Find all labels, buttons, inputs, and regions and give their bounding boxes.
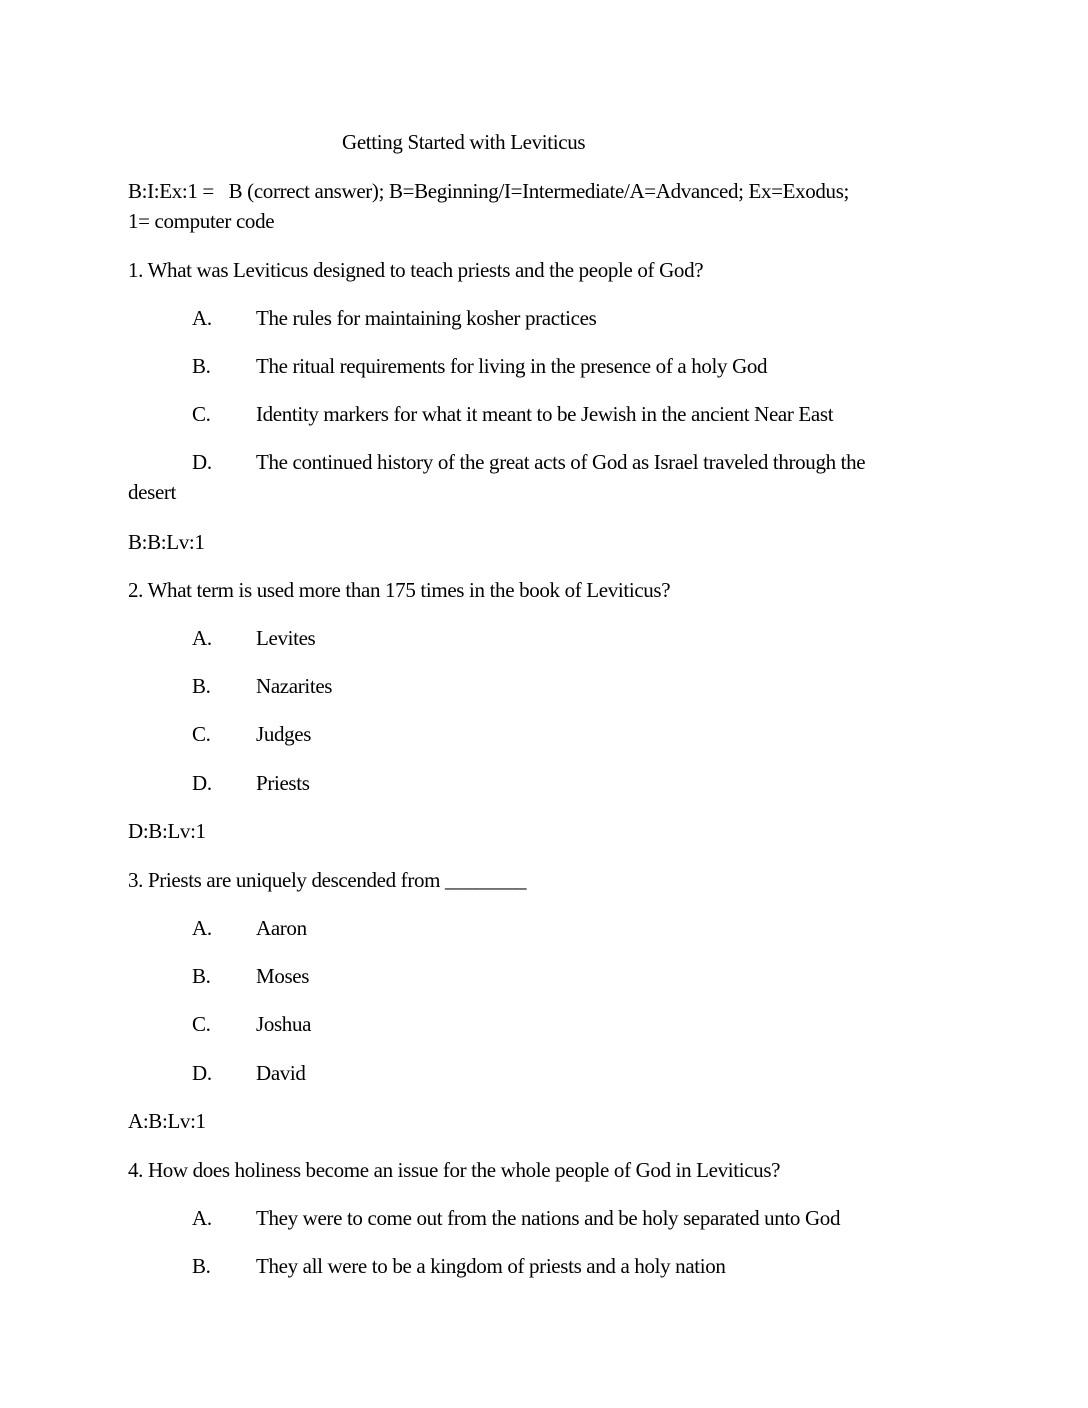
answer-code: A:B:Lv:1: [128, 1109, 206, 1133]
option-letter: A.: [192, 916, 212, 940]
legend-line-2: 1= computer code: [128, 209, 275, 233]
option-text: David: [256, 1061, 306, 1085]
question-text: 4. How does holiness become an issue for the whole people of God in Leviticus?: [128, 1158, 781, 1182]
question-text: 1. What was Leviticus designed to teach priests and the people of God?: [128, 258, 704, 282]
answer-code: B:B:Lv:1: [128, 530, 205, 554]
option-letter: C.: [192, 722, 211, 746]
option-letter: B.: [192, 674, 211, 698]
option-text: Priests: [256, 771, 310, 795]
option-text: Moses: [256, 964, 310, 988]
option-letter: D.: [192, 1061, 212, 1085]
option-text: The rules for maintaining kosher practices: [256, 306, 597, 330]
option-text: They all were to be a kingdom of priests and a holy nation: [256, 1254, 726, 1278]
option-letter: A.: [192, 1206, 212, 1230]
question-text: 2. What term is used more than 175 times in the book of Leviticus?: [128, 578, 671, 602]
option-text: Judges: [256, 722, 312, 746]
option-letter: C.: [192, 1012, 211, 1036]
option-text: Nazarites: [256, 674, 333, 698]
option-text: Identity markers for what it meant to be Jewish in the ancient Near East: [256, 402, 834, 426]
option-letter: D.: [192, 450, 212, 474]
option-text: The ritual requirements for living in the presence of a holy God: [256, 354, 768, 378]
option-text: Aaron: [256, 916, 307, 940]
option-letter: C.: [192, 402, 211, 426]
option-letter: A.: [192, 306, 212, 330]
option-letter: B.: [192, 354, 211, 378]
option-letter: B.: [192, 1254, 211, 1278]
option-letter: A.: [192, 626, 212, 650]
legend-line-1: B:I:Ex:1 = B (correct answer); B=Beginning/I=Intermediate/A=Advanced; Ex=Exodus;: [128, 179, 849, 203]
option-letter: B.: [192, 964, 211, 988]
page-title: Getting Started with Leviticus: [342, 130, 586, 154]
option-text: They were to come out from the nations and be holy separated unto God: [256, 1206, 841, 1230]
option-letter: D.: [192, 771, 212, 795]
answer-code: D:B:Lv:1: [128, 819, 206, 843]
option-text: Levites: [256, 626, 316, 650]
option-text: Joshua: [256, 1012, 312, 1036]
question-text: 3. Priests are uniquely descended from ________: [128, 868, 527, 892]
option-text: The continued history of the great acts of God as Israel traveled through the: [256, 450, 866, 474]
option-text-wrap: desert: [128, 480, 177, 504]
